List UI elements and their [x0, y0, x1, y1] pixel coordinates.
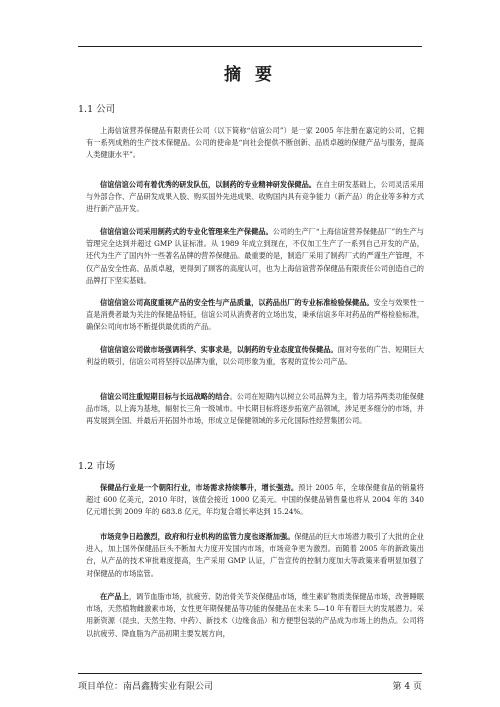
footer-project-unit: 项目单位：南昌鑫腾实业有限公司 [78, 682, 214, 692]
paragraph-body: 保健品的巨大市场潜力吸引了大批的企业进入，加上国外保健品巨头不断加大力度开发国内市场，市场竞争更为激烈。而随着 2005 年的新政策出台，从产品的技术审批难度提高，生产采用 GMP 认证，广告宣传的控制力度加大等政策来看明显加强了对保健品的市场监管。 [86, 532, 424, 578]
footer-page-number: 第 4 页 [392, 682, 422, 692]
paragraph-lead: 在产品上 [100, 592, 129, 601]
paragraph-strategy [86, 391, 424, 428]
header-rule [78, 46, 422, 47]
paragraph-body: 预计 2005 年，全球保健食品的销量将超过 600 亿美元，2010 年时，该值会接近 1000 亿美元。中国的保健品销售量也将从 2004 年的 340 亿元增长到 2009 年的 683.8 亿元，年均复合增长率达到 15.24%。 [86, 483, 424, 517]
paragraph-intro [86, 125, 424, 162]
paragraph-body: 。公司在短期内以树立公司品牌为主，着力培养两类功能保健品市场，以上海为基地，辐射长三角一级城市。中长期目标将逐步拓宽产品领域，涉足更多细分的市场，并再发展到全国、并最后开拓国外市场，形成立足保健领域的多元化国际性经营集团公司。 [86, 392, 424, 426]
paragraph-competition [86, 531, 424, 580]
paragraph-products [86, 591, 424, 640]
paragraph-quality [86, 297, 424, 334]
paragraph-rd [86, 179, 424, 216]
paragraph-lead: 信谊公司注重短期目标与长远战略的结合 [100, 392, 230, 401]
paragraph-body: 在自主研发基础上，公司灵活采用与外部合作、产品研发成果入股、购买国外先进成果、收购国内具有竞争能力（新产品）的企业等多种方式进行新产品开发。 [86, 180, 424, 214]
section-heading-company: 1.1 公司 [78, 104, 116, 115]
paragraph-industry [86, 482, 424, 519]
page-title: 摘 要 [224, 65, 276, 85]
paragraph-lead: 保健品行业是一个朝阳行业，市场需求持续攀升，增长强劲。 [100, 483, 299, 492]
paragraph-lead: 市场竞争日趋激烈，政府和行业机构的监管力度也逐渐加强。 [100, 532, 295, 541]
paragraph-body: 安全与效果性一直是消费者最为关注的保健品特征，信谊公司从消费者的立场出发，秉承信谊多年对药品的严格检验标准，确保公司向市场不断提供最优质的产品。 [86, 298, 424, 332]
paragraph-body: ，调节血脂市场，抗疲劳、防治骨关节炎保健品市场，维生素矿物质类保健品市场，改善睡眠市场，天然植物雌激素市场，女性更年期保健品等功能的保健品在未来 5—10 年有着巨大的发展潜力。采用新资源（昆虫、天然生物、中药）、新技术（边缘食品）和方便型包装的产品成为市场上的热点。公司将以抗疲劳、降血脂为产品初期主要发展方向， [86, 592, 424, 638]
footer-rule [78, 673, 422, 674]
paragraph-body: 公司的生产厂“上海信谊营养保健品厂”的生产与管理完全达到并超过 GMP 认证标准。从 1989 年成立到现在，不仅加工生产了一系列自己开发的产品，还代为生产了国内外一些著名品牌的营养保健品。最重要的是，制造厂采用了制药厂式的严谨生产管理，不仅产品安全性高、品质卓越，更得到了顾客的高度认可，也为上海信谊营养保健品有限责任公司创造自己的品牌打下坚实基础。 [86, 227, 424, 285]
paragraph-body: 面对夸张的广告、短期巨大利益的吸引，信谊公司将坚持以品牌为重，以公司形象为重，客观的宣传公司产品。 [86, 345, 424, 367]
paragraph-lead: 信谊信谊公司采用制药式的专业化管理来生产保健品。 [100, 227, 273, 236]
paragraph-lead: 信谊信谊公司做市场强调科学、实事求是，以制药的专业态度宣传保健品。 [100, 345, 338, 354]
section-heading-market: 1.2 市场 [78, 461, 116, 472]
paragraph-management [86, 226, 424, 287]
paragraph-lead: 信谊信谊公司有着优秀的研发队伍，以制药的专业精神研发保健品。 [100, 180, 316, 189]
paragraph-lead: 信谊信谊公司高度重视产品的安全性与产品质量，以药品出厂的专业标准检验保健品。 [100, 298, 374, 307]
paragraph-body: 上海信谊营养保健品有限责任公司（以下简称“信谊公司”）是一家 2005 年注册在嘉定的公司，它拥有一系列成熟的生产技术保健品。公司的使命是“向社会提供不断创新、品质卓越的保健产品与服务，提高人类健康水平”。 [86, 126, 424, 160]
paragraph-marketing [86, 344, 424, 368]
